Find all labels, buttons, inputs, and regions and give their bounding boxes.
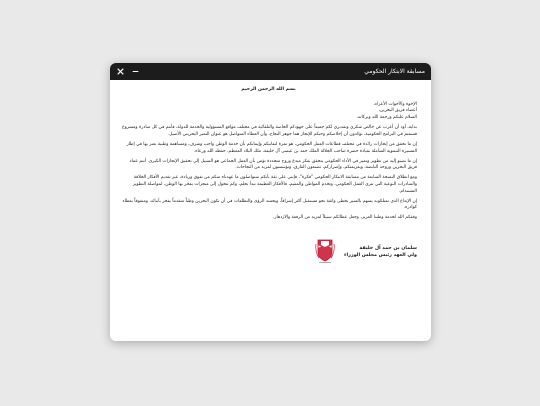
signer-name: سلمان بن حمد آل خليفة <box>359 246 417 251</box>
minimize-icon[interactable] <box>131 68 139 76</box>
letter-window <box>110 63 431 341</box>
letter-paragraph: بداية، أود أن أعرب عن خالص شكري وتقديري لكم جميعاً على جهودكم الخاصة والتلقائية في مختلف مواقع المسؤولية والخدمة للدولة، فأنتم في كل مبادرة ومشروع قسمتم في البرامج الحكومية، تؤكدون أن إخلاصكم وحبكم للإنجاز هما جوهر النجاح، وأن العطاء المتواصل هو عنوان التميز البحريني الأصيل. <box>122 125 417 137</box>
letter-paragraph: إن ما تحقق من إنجازات رائدة في مختلف قطاعات العمل الحكومي، هو ثمرة لتفانيكم وإيمانكم بأن خدمة الوطن واجب وشرف، ومساهمة وطنية نعتز بها في إطار المسيرة التنموية الشاملة بقيادة حضرة صاحب الجلالة الملك حمد بن عيسى آل خليفة، ملك البلاد المعظم، حفظه الله ورعاه. <box>126 142 417 154</box>
letter-body <box>110 80 431 268</box>
window-titlebar <box>110 63 431 80</box>
greeting-block <box>120 102 417 122</box>
close-icon[interactable] <box>116 68 124 76</box>
emblem-icon <box>312 236 338 268</box>
signature-block <box>120 236 417 268</box>
letter-paragraph: ومع انطلاق النسخة السابعة من مسابقة الابتكار الحكومي "فكرة"، فإنني على ثقة بأنكم ستواصلون ما عهدناه منكم من تفوق وريادة، عبر تقديم الأفكار الخلاقة والمبادرات النوعية التي تثري العمل الحكومي، وتخدم المواطن والمقيم، فالأفكار العظيمة تبدأ بحلم، وكم تتحول إلى منجزات يفخر بها الوطن، لمواصلة التطوير المستدام. <box>132 175 417 194</box>
signature-text <box>344 245 417 259</box>
letter-closing: وفقكم الله لخدمة وطننا العزيز، وجعل عطائكم سبيلاً لمزيد من الرفعة والازدهار. <box>273 215 417 221</box>
greeting-line: الإخوة والأخوات الأعزاء، <box>373 101 417 107</box>
bismillah: بسم الله الرحمن الرحيم <box>241 87 296 92</box>
signer-title: ولي العهد رئيس مجلس الوزراء <box>344 253 417 258</box>
window-controls <box>116 68 139 76</box>
letter-paragraph: إن الإبداع الذي تمتلكونه يسهم بالسير بخطى واثقة نحو مستقبل أكثر إشراقاً، ويجسد الرؤى والتطلعات في أن تكون البحرين وطناً متقدماً يفخر بأبنائه، ومتفوقاً بعطاء كوادره. <box>122 198 417 211</box>
greeting-line: أعضاء فريق البحرين، <box>378 108 417 114</box>
letter-paragraph: إن ما نصبو إليه من تطوير وتميز في الأداء الحكومي يتحقق بفكر مبدع وروح متجددة تؤمن بأن العمل الجماعي هو السبيل إلى تحقيق الإنجازات الكبرى. أنتم عماد فريق البحرين وروحه النابضة، وبعزيمتكم، وإصراركم، تصنعون الفارق، وتؤسسون لمزيد من النجاحات. <box>129 158 417 171</box>
window-title: مسابقة الابتكار الحكومي <box>364 68 425 75</box>
greeting-line: السلام عليكم ورحمة الله وبركاته، <box>356 114 417 120</box>
